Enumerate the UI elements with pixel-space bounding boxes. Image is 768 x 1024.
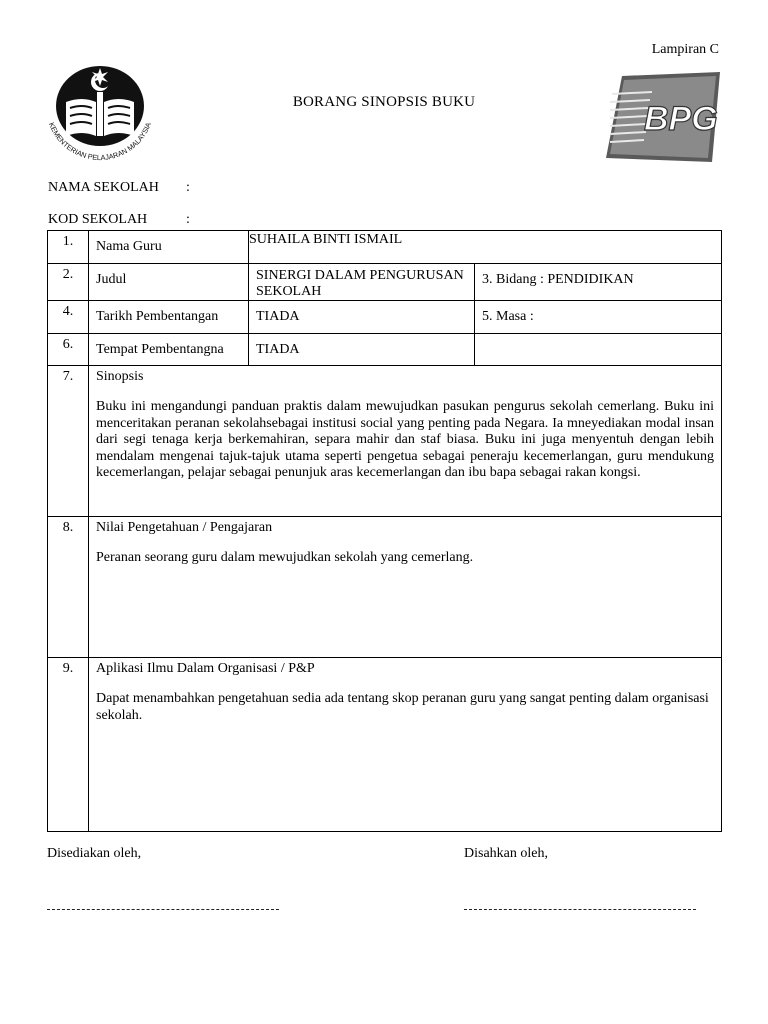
application-cell bbox=[89, 658, 722, 832]
row-number: 4. bbox=[48, 301, 89, 334]
page-title: BORANG SINOPSIS BUKU bbox=[292, 94, 476, 110]
school-code-colon: : bbox=[186, 212, 190, 227]
form-row-6 bbox=[48, 334, 722, 366]
presentation-venue-value: TIADA bbox=[249, 334, 475, 366]
school-code-label: KOD SEKOLAH bbox=[48, 212, 148, 227]
svg-text:KEMENTERIAN PELAJARAN MALAYSIA: KEMENTERIAN PELAJARAN MALAYSIA bbox=[47, 121, 153, 163]
application-text: Dapat menambahkan pengetahuan sedia ada tentang skop peranan guru yang sangat penting dalam organisasi sekolah. bbox=[96, 691, 709, 723]
approved-by-label: Disahkan oleh, bbox=[464, 846, 548, 861]
field-value: 3. Bidang : PENDIDIKAN bbox=[475, 264, 722, 301]
knowledge-value-cell bbox=[89, 517, 722, 658]
row-number: 1. bbox=[48, 231, 89, 264]
synopsis-heading: Sinopsis bbox=[96, 369, 144, 384]
row-number: 6. bbox=[48, 334, 89, 366]
row-number: 8. bbox=[48, 517, 89, 658]
ministry-logo-icon bbox=[36, 62, 164, 170]
teacher-name-label: Nama Guru bbox=[89, 231, 249, 264]
empty-cell bbox=[475, 334, 722, 366]
school-name-label: NAMA SEKOLAH bbox=[48, 180, 159, 195]
form-row-1 bbox=[48, 231, 722, 264]
row-number: 9. bbox=[48, 658, 89, 832]
bpg-logo-icon bbox=[600, 72, 722, 164]
row-number: 7. bbox=[48, 366, 89, 517]
appendix-label: Lampiran C bbox=[651, 42, 719, 57]
svg-text:BPG: BPG bbox=[644, 100, 718, 138]
school-name-colon: : bbox=[186, 180, 190, 195]
form-row-4 bbox=[48, 301, 722, 334]
knowledge-value-heading: Nilai Pengetahuan / Pengajaran bbox=[96, 520, 273, 535]
presentation-date-value: TIADA bbox=[249, 301, 475, 334]
approved-signature-line bbox=[464, 909, 696, 910]
form-row-7 bbox=[48, 366, 722, 517]
prepared-by-label: Disediakan oleh, bbox=[47, 846, 142, 861]
title-label: Judul bbox=[89, 264, 249, 301]
presentation-venue-label: Tempat Pembentangna bbox=[89, 334, 249, 366]
duration-field: 5. Masa : bbox=[475, 301, 722, 334]
presentation-date-label: Tarikh Pembentangan bbox=[89, 301, 249, 334]
row-number: 2. bbox=[48, 264, 89, 301]
form-row-9 bbox=[48, 658, 722, 832]
application-heading: Aplikasi Ilmu Dalam Organisasi / P&P bbox=[96, 661, 315, 676]
school-name-row bbox=[48, 180, 190, 196]
school-code-row bbox=[48, 212, 190, 228]
teacher-name-value: SUHAILA BINTI ISMAIL bbox=[249, 231, 722, 264]
synopsis-text: Buku ini mengandungi panduan praktis dalam mewujudkan pasukan pengurus sekolah cemerlang. Buku ini menceritakan peranan sekolahsebagai institusi social yang penting pada Negara. Ia mneyediakan modal insan dari segi tenaga kerja berkemahiran, separa mahir dan staf biasa. Buku ini juga menyentuh dengan lebih mendalam mengenai tajuk-tajuk utama seperti pengetua sebagai peneraju kecemerlangan, guru mendukung kecemerlangan, pelajar sebagai penunjuk aras kecemerlangan dan ibu bapa sebagai rakan kongsi. bbox=[96, 399, 714, 480]
form-row-8 bbox=[48, 517, 722, 658]
form-row-2 bbox=[48, 264, 722, 301]
prepared-signature-line bbox=[47, 909, 279, 910]
synopsis-form-table bbox=[47, 230, 722, 832]
book-title-value: SINERGI DALAM PENGURUSAN SEKOLAH bbox=[249, 264, 475, 301]
synopsis-cell bbox=[89, 366, 722, 517]
knowledge-value-text: Peranan seorang guru dalam mewujudkan sekolah yang cemerlang. bbox=[96, 550, 474, 565]
